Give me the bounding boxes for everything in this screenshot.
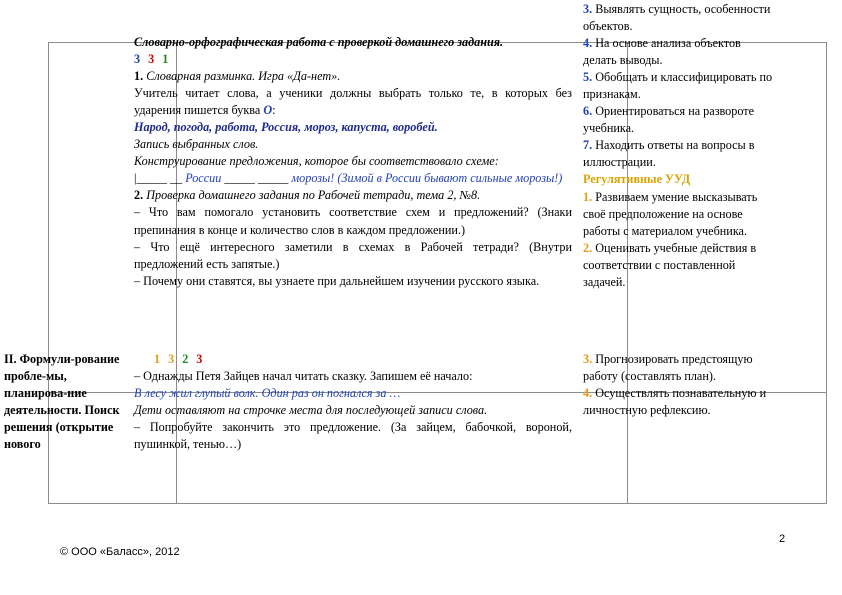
- uud-item: 1. Развиваем умение высказывать своё предположение на основе работы с материалом учебника.: [583, 189, 758, 238]
- item-2: 2. Проверка домашнего задания по Рабочей тетради, тема 2, №8.: [134, 188, 481, 203]
- question-2: – Что ещё интересного заметили в схемах в Рабочей тетради? (Внутри предложений есть запятые.): [134, 239, 572, 271]
- task-number: 1: [154, 352, 161, 366]
- task-number: 3: [148, 52, 155, 67]
- task-numbers: [134, 51, 572, 68]
- children-note: Дети оставляют на строчке места для последующей записи слова.: [134, 403, 488, 418]
- finish-sentence-task: – Попробуйте закончить это предложение. (За зайцем, бабочкой, вороной, пушинкой, тенью…): [134, 420, 572, 452]
- page-number: 2: [779, 533, 786, 545]
- story-start: В лесу жил глупый волк. Один раз он погнался за …: [134, 386, 401, 401]
- letter-o: О: [263, 103, 273, 118]
- uud-item: 2. Оценивать учебные действия в соответствии с поставленной задачей.: [583, 240, 757, 289]
- section-title: Словарно-орфографическая работа с проверкой домашнего задания.: [134, 35, 504, 49]
- row2-uud-cell: [583, 351, 775, 419]
- question-3: – Почему они ставятся, вы узнаете при дальнейшем изучении русского языка.: [134, 273, 540, 288]
- uud-item: 4. Осуществлять познавательную и личностную рефлексию.: [583, 386, 767, 418]
- record-note: Запись выбранных слов.: [134, 137, 259, 152]
- uud-item: 3. Выявлять сущность, особенности объектов.: [583, 2, 771, 34]
- uud-item: 3. Прогнозировать предстоящую работу (составлять план).: [583, 352, 753, 384]
- word-list: Народ, погода, работа, Россия, мороз, капуста, воробей.: [134, 120, 438, 135]
- task-number: 3: [168, 352, 175, 366]
- uud-item: 6. Ориентироваться на развороте учебника.: [583, 104, 755, 136]
- task-number: 2: [182, 352, 189, 366]
- story-intro: – Однажды Петя Зайцев начал читать сказку. Запишем её начало:: [134, 369, 473, 384]
- copyright-footer: © ООО «Баласс», 2012: [60, 546, 180, 558]
- task-numbers: [134, 351, 572, 368]
- task-number: 3: [196, 352, 203, 366]
- teacher-instruction: Учитель читает слова, а ученики должны выбрать только те, в которых без ударения пишется буква О:: [134, 86, 572, 118]
- row1-content-cell: [134, 34, 572, 290]
- row1-uud-cell: [583, 1, 775, 291]
- sentence-scheme: |_____ __ России _____ _____ морозы! (Зимой в России бывают сильные морозы!): [134, 171, 563, 186]
- stage-title: II. Формули-рование пробле-мы, планирова-ние деятельности. Поиск решения (открытие нового: [4, 352, 120, 452]
- row2-content-cell: [134, 351, 572, 453]
- item-1: 1. Словарная разминка. Игра «Да-нет».: [134, 69, 341, 84]
- task-number: 1: [162, 52, 169, 67]
- uud-item: 7. Находить ответы на вопросы в иллюстрации.: [583, 138, 755, 170]
- question-1: – Что вам помогало установить соответствие схем и предложений? (Знаки препинания в конце и количество слов в каждом предложении.): [134, 205, 572, 237]
- construct-task: Конструирование предложения, которое бы соответствовало схеме:: [134, 154, 499, 169]
- uud-item: 5. Обобщать и классифицировать по признакам.: [583, 70, 773, 102]
- uud-heading: Регулятивные УУД: [583, 172, 691, 187]
- task-number: 3: [134, 52, 141, 67]
- uud-item: 4. На основе анализа объектов делать выводы.: [583, 36, 741, 68]
